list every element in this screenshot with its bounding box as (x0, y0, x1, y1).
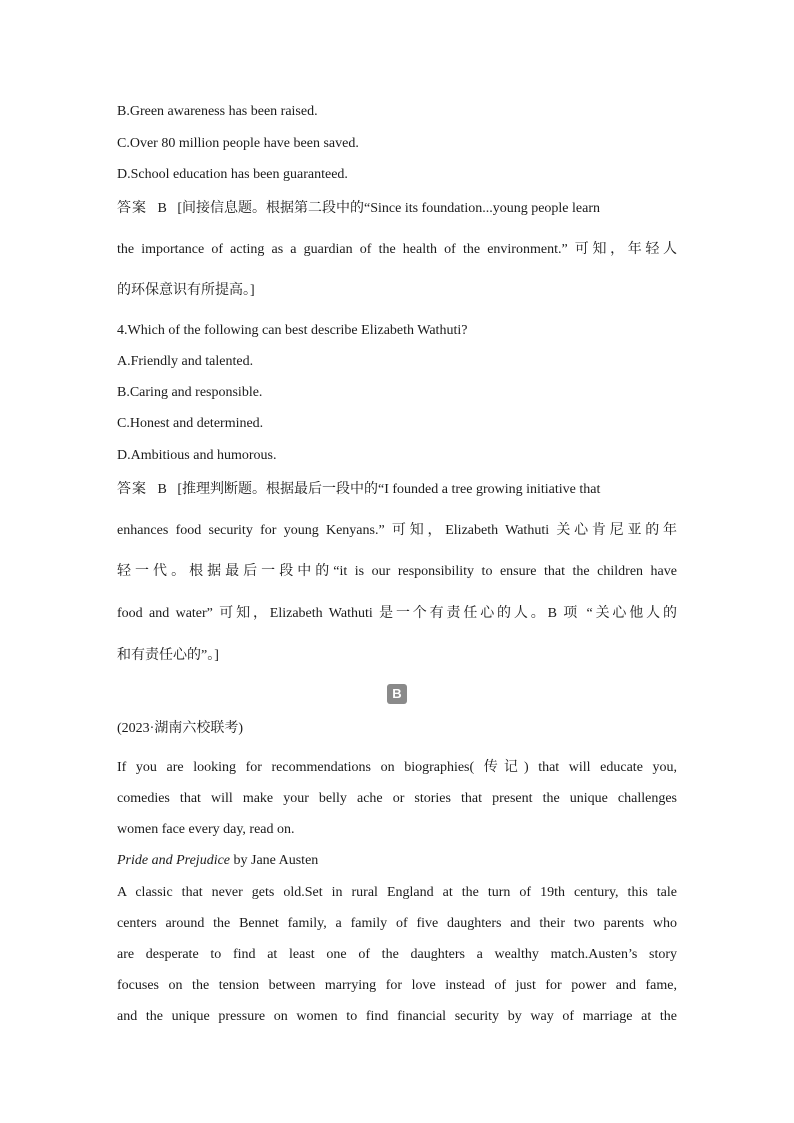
q4-option-c: C.Honest and determined. (117, 416, 264, 431)
q4-option-a: A.Friendly and talented. (117, 354, 254, 369)
q4-option-d: D.Ambitious and humorous. (117, 448, 277, 463)
section-b-badge: B (387, 684, 407, 704)
answer-explanation: [推理判断题。根据最后一段中的“I founded a tree growing initiative that (177, 482, 601, 497)
book-desc-line-1: A classic that never gets old.Set in rural England at the turn of 19th century, this tale (117, 885, 677, 900)
book-desc-line-4: focuses on the tension between marrying for love instead of just for power and fame, (117, 978, 677, 993)
book-title: Pride and Prejudice (117, 853, 231, 868)
q4-answer-line-1 (117, 481, 677, 499)
q4-answer-line-2: enhances food security for young Kenyans.” 可知，Elizabeth Wathuti 关心肯尼亚的年 (117, 523, 677, 538)
q4-answer-line-5: 和有责任心的”。] (117, 648, 219, 663)
q3-answer-line-2: the importance of acting as a guardian of the health of the environment.” 可知，年轻人 (117, 242, 677, 257)
answer-label: 答案 (117, 201, 147, 216)
book-heading (117, 852, 677, 870)
book-desc-line-2: centers around the Bennet family, a family of five daughters and their two parents who (117, 916, 677, 931)
q3-option-d: D.School education has been guaranteed. (117, 167, 348, 182)
passage-source: (2023·湖南六校联考) (117, 721, 243, 736)
answer-explanation: [间接信息题。根据第二段中的“Since its foundation...young people learn (177, 201, 601, 216)
q3-option-b: B.Green awareness has been raised. (117, 104, 318, 119)
q4-option-b: B.Caring and responsible. (117, 385, 263, 400)
q4-answer-line-4: food and water” 可知，Elizabeth Wathuti 是一个有责任心的人。B 项 “关心他人的 (117, 606, 677, 621)
intro-line-3: women face every day, read on. (117, 822, 295, 837)
intro-line-1: If you are looking for recommendations on biographies( 传记) that will educate you, (117, 760, 677, 775)
answer-choice: B (157, 201, 167, 216)
book-desc-line-5: and the unique pressure on women to find financial security by way of marriage at the (117, 1009, 677, 1024)
q4-answer-line-3: 轻一代。根据最后一段中的“it is our responsibility to ensure that the children have (117, 564, 677, 579)
answer-choice: B (157, 482, 167, 497)
q3-answer-line-1 (117, 200, 677, 218)
book-desc-line-3: are desperate to find at least one of the daughters a wealthy match.Austen’s story (117, 947, 677, 962)
q4-stem: 4.Which of the following can best describe Elizabeth Wathuti? (117, 323, 468, 338)
book-author: by Jane Austen (230, 853, 319, 868)
q3-option-c: C.Over 80 million people have been saved. (117, 136, 359, 151)
intro-line-2: comedies that will make your belly ache or stories that present the unique challenges (117, 791, 677, 806)
q3-answer-line-3: 的环保意识有所提高。] (117, 283, 255, 298)
answer-label: 答案 (117, 482, 147, 497)
